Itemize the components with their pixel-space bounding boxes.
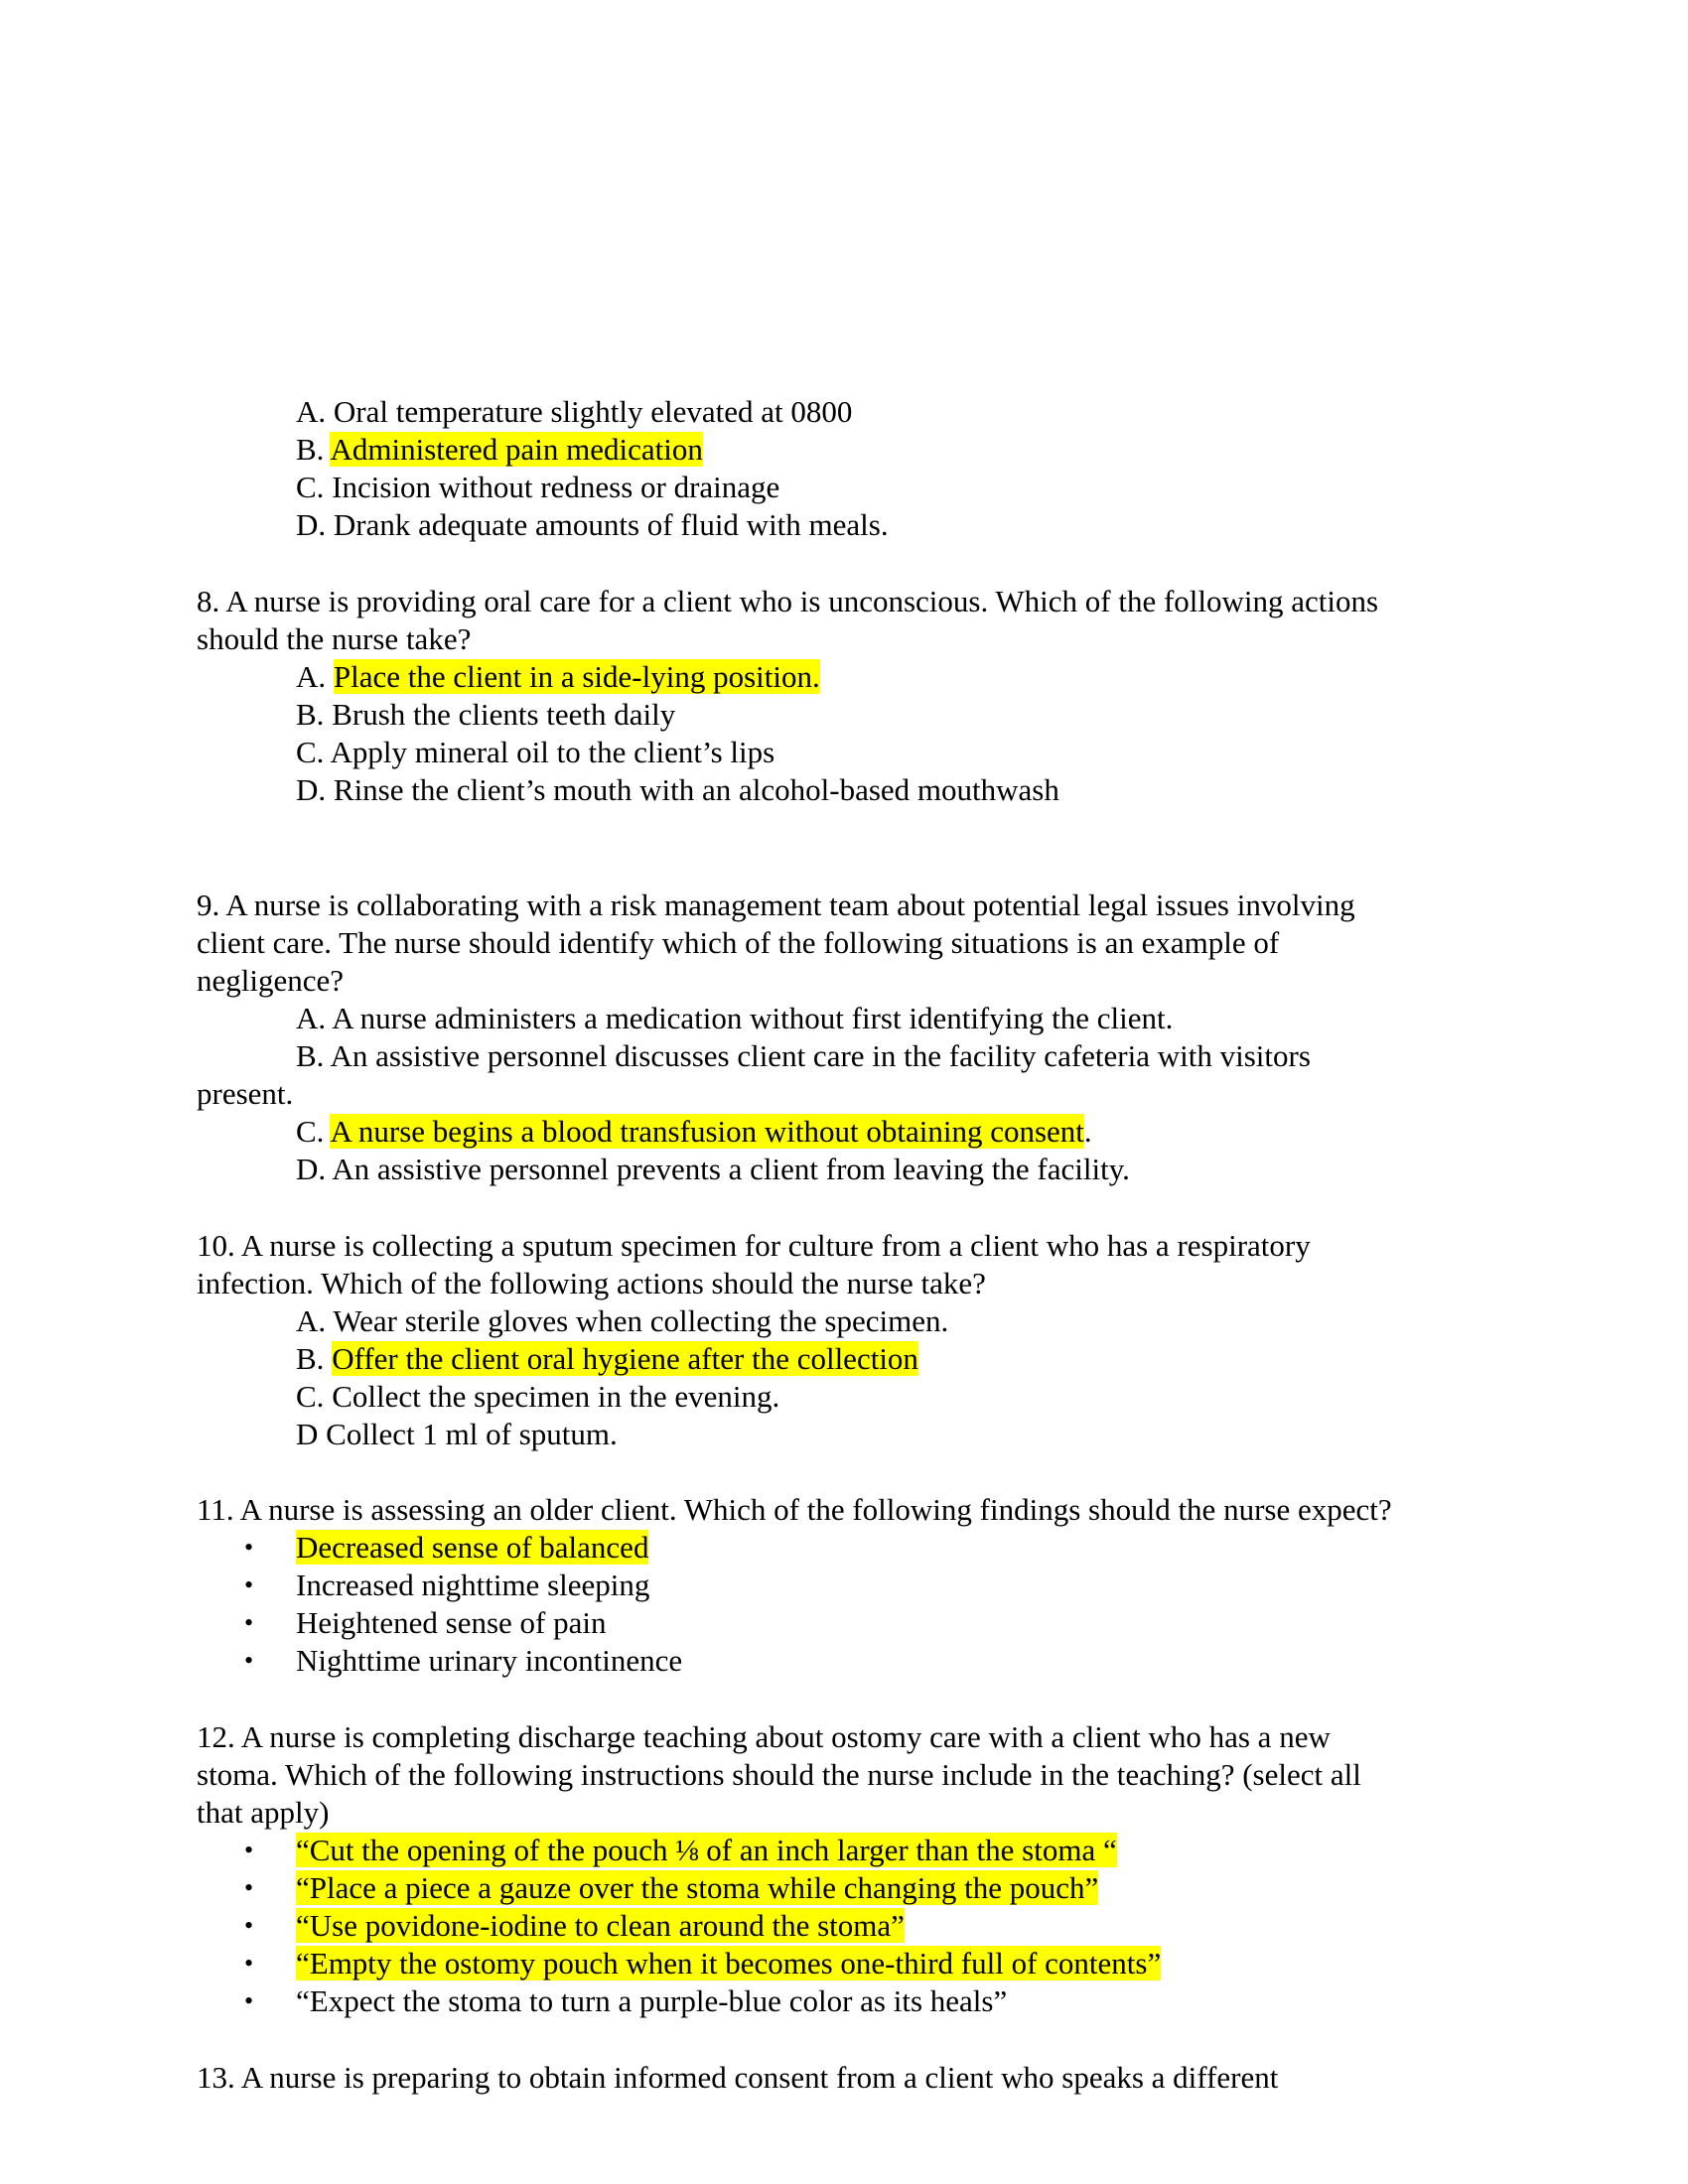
option-label: A. <box>296 659 327 694</box>
q7-option-d <box>296 506 889 544</box>
q8-option-b <box>296 696 675 734</box>
option-label: B. <box>296 1038 325 1073</box>
option-text: Nighttime urinary incontinence <box>296 1643 683 1678</box>
q7-option-a <box>296 393 852 431</box>
option-text: Drank adequate amounts of fluid with meals. <box>333 507 889 542</box>
q11-bullet-3 <box>244 1604 607 1642</box>
option-label: B. <box>296 1341 325 1376</box>
option-trailing-period: . <box>1083 1114 1092 1149</box>
option-label: C. <box>296 1114 325 1149</box>
q9-stem-line-1: 9. A nurse is collaborating with a risk management team about potential legal issues involving <box>197 887 1355 922</box>
option-label: A. <box>296 394 327 429</box>
option-label: D <box>296 1417 319 1451</box>
option-label: A. <box>296 1303 327 1338</box>
option-text: Increased nighttime sleeping <box>296 1568 650 1602</box>
q9-option-c <box>296 1113 1092 1151</box>
q7-option-b <box>296 431 703 469</box>
bullet-icon: • <box>244 1570 254 1599</box>
q8-stem-line-1: 8. A nurse is providing oral care for a client who is unconscious. Which of the following actions <box>197 584 1379 618</box>
bullet-icon: • <box>244 1986 254 2015</box>
option-text: An assistive personnel prevents a client from leaving the facility. <box>332 1152 1130 1186</box>
q10-option-c <box>296 1378 779 1416</box>
option-text-highlighted: Offer the client oral hygiene after the collection <box>332 1341 918 1376</box>
option-text: Incision without redness or drainage <box>332 470 780 504</box>
q12-stem-line-3: that apply) <box>197 1795 330 1830</box>
option-label: A. <box>296 1001 327 1035</box>
q7-option-c <box>296 469 779 506</box>
option-text: Rinse the client’s mouth with an alcohol-based mouthwash <box>333 772 1059 807</box>
option-text: Oral temperature slightly elevated at 0800 <box>333 394 853 429</box>
bullet-icon: • <box>244 1608 254 1637</box>
q10-stem-line-2: infection. Which of the following actions should the nurse take? <box>197 1266 986 1300</box>
option-text: Heightened sense of pain <box>296 1605 607 1640</box>
option-text-highlighted: “Place a piece a gauze over the stoma while changing the pouch” <box>296 1870 1099 1905</box>
option-text: Apply mineral oil to the client’s lips <box>330 735 775 769</box>
option-text-highlighted: “Use povidone-iodine to clean around the stoma” <box>296 1908 905 1943</box>
q11-stem-line-1: 11. A nurse is assessing an older client. Which of the following findings should the nurse expect? <box>197 1492 1392 1527</box>
option-label: C. <box>296 1379 325 1414</box>
q10-option-d <box>296 1416 618 1453</box>
option-text: Collect the specimen in the evening. <box>332 1379 780 1414</box>
option-text-highlighted: A nurse begins a blood transfusion without obtaining consent <box>330 1114 1084 1149</box>
option-text: Brush the clients teeth daily <box>332 697 676 732</box>
q12-bullet-2 <box>244 1869 1099 1907</box>
bullet-icon: • <box>244 1836 254 1864</box>
q10-option-b <box>296 1340 918 1378</box>
option-text-highlighted: Decreased sense of balanced <box>296 1530 649 1565</box>
bullet-icon: • <box>244 1949 254 1978</box>
bullet-icon: • <box>244 1911 254 1940</box>
option-text-highlighted: Administered pain medication <box>330 432 703 467</box>
option-label: D. <box>296 507 327 542</box>
bullet-icon: • <box>244 1873 254 1902</box>
q11-bullet-1 <box>244 1529 649 1567</box>
option-text: An assistive personnel discusses client care in the facility cafeteria with visitors <box>330 1038 1311 1073</box>
q11-bullet-2 <box>244 1567 650 1604</box>
q9-stem-line-2: client care. The nurse should identify which of the following situations is an example of <box>197 925 1280 960</box>
bullet-icon: • <box>244 1533 254 1562</box>
q9-option-d <box>296 1151 1130 1188</box>
q9-option-b-continuation: present. <box>197 1076 294 1111</box>
option-label: B. <box>296 432 325 467</box>
q12-bullet-1 <box>244 1832 1117 1869</box>
q10-option-a <box>296 1302 948 1340</box>
option-text-highlighted: Place the client in a side-lying position. <box>333 659 820 694</box>
q12-stem-line-2: stoma. Which of the following instructions should the nurse include in the teaching? (select all <box>197 1757 1361 1792</box>
q13-stem-line-1: 13. A nurse is preparing to obtain informed consent from a client who speaks a different <box>197 2060 1279 2095</box>
option-text: “Expect the stoma to turn a purple-blue color as its heals” <box>296 1983 1008 2018</box>
q12-bullet-3 <box>244 1907 905 1945</box>
q11-bullet-4 <box>244 1642 683 1680</box>
option-label: B. <box>296 697 325 732</box>
option-label: C. <box>296 735 325 769</box>
option-label: C. <box>296 470 325 504</box>
q9-option-b <box>296 1037 1311 1075</box>
option-label: D. <box>296 772 327 807</box>
option-text-highlighted: “Cut the opening of the pouch ⅛ of an inch larger than the stoma “ <box>296 1833 1117 1867</box>
q9-stem-line-3: negligence? <box>197 963 345 998</box>
q10-stem-line-1: 10. A nurse is collecting a sputum specimen for culture from a client who has a respiratory <box>197 1228 1311 1263</box>
option-text: A nurse administers a medication without first identifying the client. <box>332 1001 1174 1035</box>
q12-stem-line-1: 12. A nurse is completing discharge teaching about ostomy care with a client who has a new <box>197 1719 1331 1754</box>
option-text-highlighted: “Empty the ostomy pouch when it becomes one-third full of contents” <box>296 1946 1162 1980</box>
q9-option-a <box>296 1000 1173 1037</box>
q8-stem-line-2: should the nurse take? <box>197 621 472 656</box>
q12-bullet-4 <box>244 1945 1162 1982</box>
option-text: Collect 1 ml of sputum. <box>326 1417 618 1451</box>
q8-option-a <box>296 658 820 696</box>
bullet-icon: • <box>244 1646 254 1675</box>
option-label: D. <box>296 1152 327 1186</box>
q12-bullet-5 <box>244 1982 1008 2020</box>
q8-option-c <box>296 734 774 771</box>
option-text: Wear sterile gloves when collecting the specimen. <box>333 1303 949 1338</box>
q8-option-d <box>296 771 1059 809</box>
